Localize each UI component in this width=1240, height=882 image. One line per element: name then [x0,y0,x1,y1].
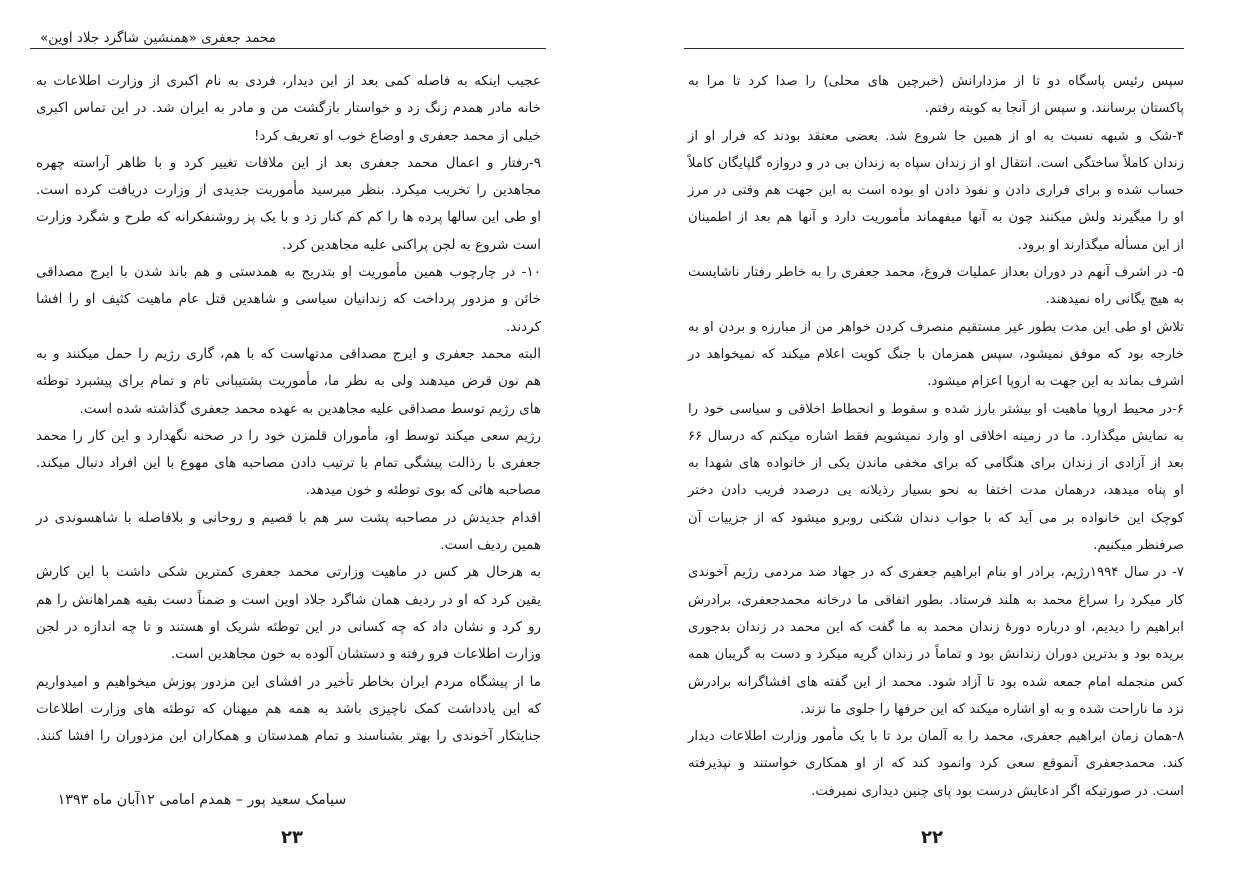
text-line: خارجه بود که موفق نمیشود، سپس همزمان با جنگ کویت اعلام میکند که نمیخواهد در [688,346,1184,362]
text-line: بعد از آزادی از زندان برای هنگامی که برای مخفی ماندن یکی از خانواده های شهدا به [688,456,1184,472]
page-number-right: ۲۲ [921,827,943,848]
text-line: بریده بود و بدترین دوران زندانش بود و تماماً در زندان گریه میکرد و دست به گریبان همه [688,647,1184,663]
text-line: خانه مادر همدم زنگ زد و خواستار بازگشت من و مادر به ایران شد. در این تماس اکبری [36,100,541,117]
text-line: یقین کرد که او در ردیف همان شاگرد جلاد اوین است و ضمناً دست بقیه همراهانش را هم [36,591,541,608]
text-line: او را میگیرند ولش میکنند چون به آنها میفهماند مأموریت دارد و آنها هم بعد از اطمینان [688,210,1184,226]
text-line: خیلی از محمد جعفری و اوضاع خوب او تعریف کرد! [253,127,541,144]
page-number-left: ۲۳ [281,827,303,848]
text-line: ۴-شک و شبهه نسبت به او از همین جا شروع شد. بعضی معتقد بودند که فرار او از [688,128,1184,144]
header-rule-left [30,48,546,49]
text-line: پاکستان برسانند. و سپس از آنجا به کویته رفتم. [924,101,1184,117]
text-line: از این مسأله میگذارند او برود. [1017,237,1184,253]
text-line: که این یادداشت کمک ناچیزی باشد به همه هم میهنان که توطئه های وزارت اطلاعات [36,700,541,717]
text-line: اشرف بماند به این جهت به اروپا اعزام میشود. [927,374,1184,390]
text-line: جنایتکار آخوندی را بهتر بشناسند و تمام همدستان و همکاران این مزدوران را افشا کنند. [36,728,541,745]
text-line: ۷- در سال ۱۹۹۴رژیم، برادر او بنام ابراهیم جعفری که در جهاد ضد مردمی رژیم آخوندی [688,565,1185,581]
header-rule-right [684,48,1184,49]
text-line: رژیم سعی میکند توسط او، مأموران قلمزن خود را در صحنه نگهدارد و این کار را محمد [36,427,541,444]
signature: سیامک سعید پور – همدم امامی ۱۲آبان ماه ۱۳۹۳ [57,792,347,808]
text-line: به هرحال هر کس در ماهیت وزارتی محمد جعفری کمترین شکی داشت با این کارش [36,564,541,581]
text-line: ابراهیم را دیدیم، او درباره دورهٔ زندان محمد به ما گفت که این محمد در زندان بدجوری [688,619,1184,635]
text-line: او طی این سالها پرده ها را کم کم کنار زد و با یک پز روشنفکرانه که طرح و شگرد وزارت [36,209,541,226]
text-line: نزد ما ناراحت شده و به او اشاره میکند که این حرفها را جلوی ما نزند. [800,701,1184,717]
text-line: است شروع به لجن پراکنی علیه مجاهدین کرد. [282,236,541,253]
text-line: کس منجمله امام جمعه شده بود تا آزاد شود. محمد از این گفته های افشاگرانه برادرش [688,674,1184,690]
text-line: ۱۰- در چارچوب همین مأموریت او بتدریج به همدستی و هم باند شدن با ایرج مصداقی [36,264,541,281]
text-line: البته محمد جعفری و ایرج مصداقی مدتهاست که با هم، گاری رژیم را حمل میکنند و به [36,345,541,362]
text-line: ۶-در محیط اروپا ماهیت او بیشتر بارز شده و سقوط و انحطاط اخلاقی و سیاسی خود را [688,401,1184,417]
running-header-title: محمد جعفری «همنشین شاگرد جلاد اوین» [40,30,276,46]
text-line: رو کرد و نشان داد که چه کسانی در این توطئه شریک او هستند و تا چه اندازه در لجن [36,618,541,635]
text-line: ۵- در اشرف آنهم در دوران بعداز عملیات فروغ، محمد جعفری را به خاطر رفتار ناشایست [688,265,1184,281]
text-line: او پناه میدهد، درهمان مدت اختفا به نحو بسیار رذیلانه یی درصدد فریب دادن دختر [688,483,1184,499]
text-line: کند. محمدجعفری آنموقع سعی کرد وانمود کند که از او همکاری خواستند و نپذیرفته [688,756,1184,772]
text-line: همین ردیف است. [440,537,541,554]
text-line: مصاحبه هائی که بوی توطئه و خون میدهد. [305,482,541,499]
left-page-text [36,68,541,750]
text-line: مجاهدین را تخریب میکرد. بنظر میرسید مأموریت جدیدی از وزارت دریافت کرده است. [36,182,541,199]
right-page-text [688,68,1184,805]
text-line: تلاش او طی این مدت بطور غیر مستقیم منصرف کردن خواهر من از مبارزه و بردن او به [688,319,1184,335]
text-line: سپس رئیس پاسگاه دو تا از مزدارانش (خبرچین های محلی) را صدا کرد تا مرا به [688,74,1184,89]
text-line: به هیچ یگانی راه نمیدهند. [1045,292,1184,308]
text-line: کردند. [505,318,541,335]
text-line: صرفنظر میکنیم. [1093,538,1184,554]
text-line: ما از پیشگاه مردم ایران بخاطر تأخیر در افشای این مزدور پوزش میخواهیم و امیدواریم [36,673,541,690]
text-line: خائن و مزدور پرداخت که زندانیان سیاسی و شاهدین قتل عام ماهیت کثیف او را افشا [36,291,541,308]
text-line: کوچک این خانواده بر می آید که با جواب دندان شکنی روبرو میشود که از جزییات آن [688,510,1184,526]
text-line: به نمایش میگذارد. ما در زمینه اخلاقی او وارد نمیشویم فقط اشاره میکنم که درسال ۶۶ [688,428,1184,444]
text-line: وزارت اطلاعات فرو رفته و دستشان آلوده به خون مجاهدین است. [170,646,541,663]
text-line: حساب شده و برای فراری دادن و نفوذ دادن او بوده است به این جهت هم وقتی در مرز [688,183,1184,199]
text-line: است. در صورتیکه اگر ادعایش درست بود پای چنین دیداری نمیرفت. [811,783,1184,799]
text-line: عجیب اینکه به فاصله کمی بعد از این دیدار، فردی به نام اکبری از وزارت اطلاعات به [36,73,541,89]
text-line: اقدام جدیدش در مصاحبه پشت سر هم با قصیم و روحانی و بلافاصله با شاهسوندی در [36,509,541,526]
text-line: زندان کاملاً ساختگی است. انتقال او از زندان سپاه به زندان بی در و دروازه گلپایگان کاملاً [688,155,1184,171]
text-line: کار میکرد را سراغ محمد به هلند فرستاد. بطور اتفاقی ما درخانه محمدجعفری، برادرش [688,592,1184,608]
text-line: جعفری با رذالت پیشگی تمام با ترتیب دادن مصاحبه های مهوع با این افراد دنبال میکند. [36,455,541,472]
text-line: هم نون قرض میدهند ولی به نظر ما، مأموریت پشتیبانی تام و تمام برای پیشبرد توطئه [36,373,541,390]
text-line: ۹-رفتار و اعمال محمد جعفری بعد از این ملاقات تغییر کرد و با ظاهر آراسته چهره [36,154,541,171]
text-line: ۸-همان زمان ابراهیم جعفری، محمد را به آلمان برد تا با یک مأمور وزارت اطلاعات دیدار [688,729,1184,745]
text-line: های رژیم توسط مصداقی علیه مجاهدین به عهده محمد جعفری گذاشته شده است. [79,400,541,417]
